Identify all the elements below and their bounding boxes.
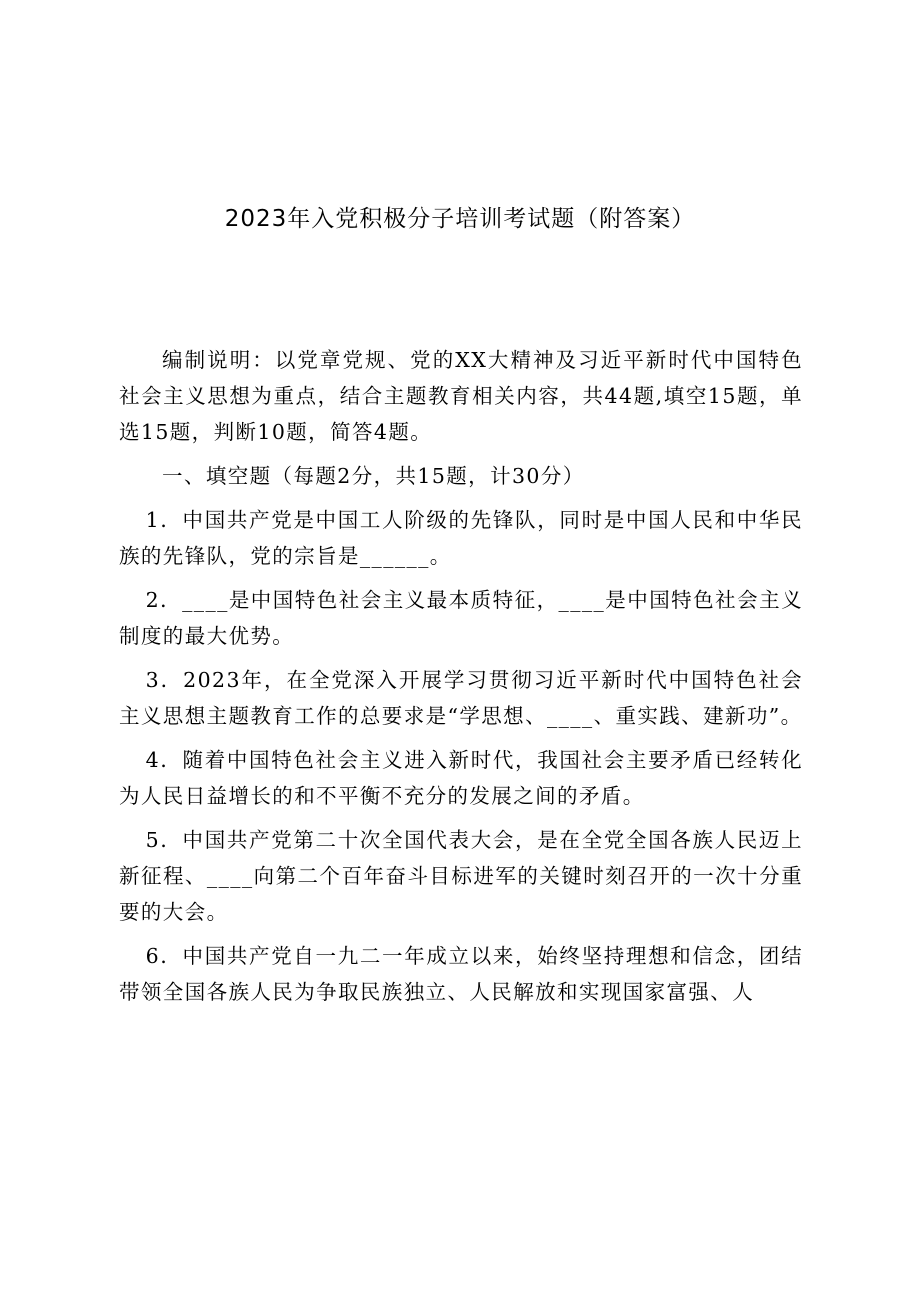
question-1: 1．中国共产党是中国工人阶级的先锋队，同时是中国人民和中华民族的先锋队，党的宗旨是______。 <box>119 508 803 568</box>
question-3: 3．2023年，在全党深入开展学习贯彻习近平新时代中国特色社会主义思想主题教育工作的总要求是“学思想、____、重实践、建新功”。 <box>119 668 803 728</box>
document-body <box>119 342 803 1018</box>
question-4: 4．随着中国特色社会主义进入新时代，我国社会主要矛盾已经转化为人民日益增长的和不平衡不充分的发展之间的矛盾。 <box>119 748 803 808</box>
document-title: 2023年入党积极分子培训考试题（附答案） <box>224 206 696 232</box>
section-heading: 一、填空题（每题2分，共15题，计30分） <box>162 464 585 488</box>
question-6: 6．中国共产党自一九二一年成立以来，始终坚持理想和信念，团结带领全国各族人民为争取民族独立、人民解放和实现国家富强、人 <box>119 944 803 1004</box>
question-5: 5．中国共产党第二十次全国代表大会，是在全党全国各族人民迈上新征程、____向第二个百年奋斗目标进军的关键时刻召开的一次十分重要的大会。 <box>119 828 803 924</box>
question-2: 2．____是中国特色社会主义最本质特征，____是中国特色社会主义制度的最大优势。 <box>119 588 803 648</box>
intro-paragraph: 编制说明：以党章党规、党的XX大精神及习近平新时代中国特色社会主义思想为重点，结合主题教育相关内容，共44题,填空15题，单选15题，判断10题，简答4题。 <box>119 348 803 444</box>
